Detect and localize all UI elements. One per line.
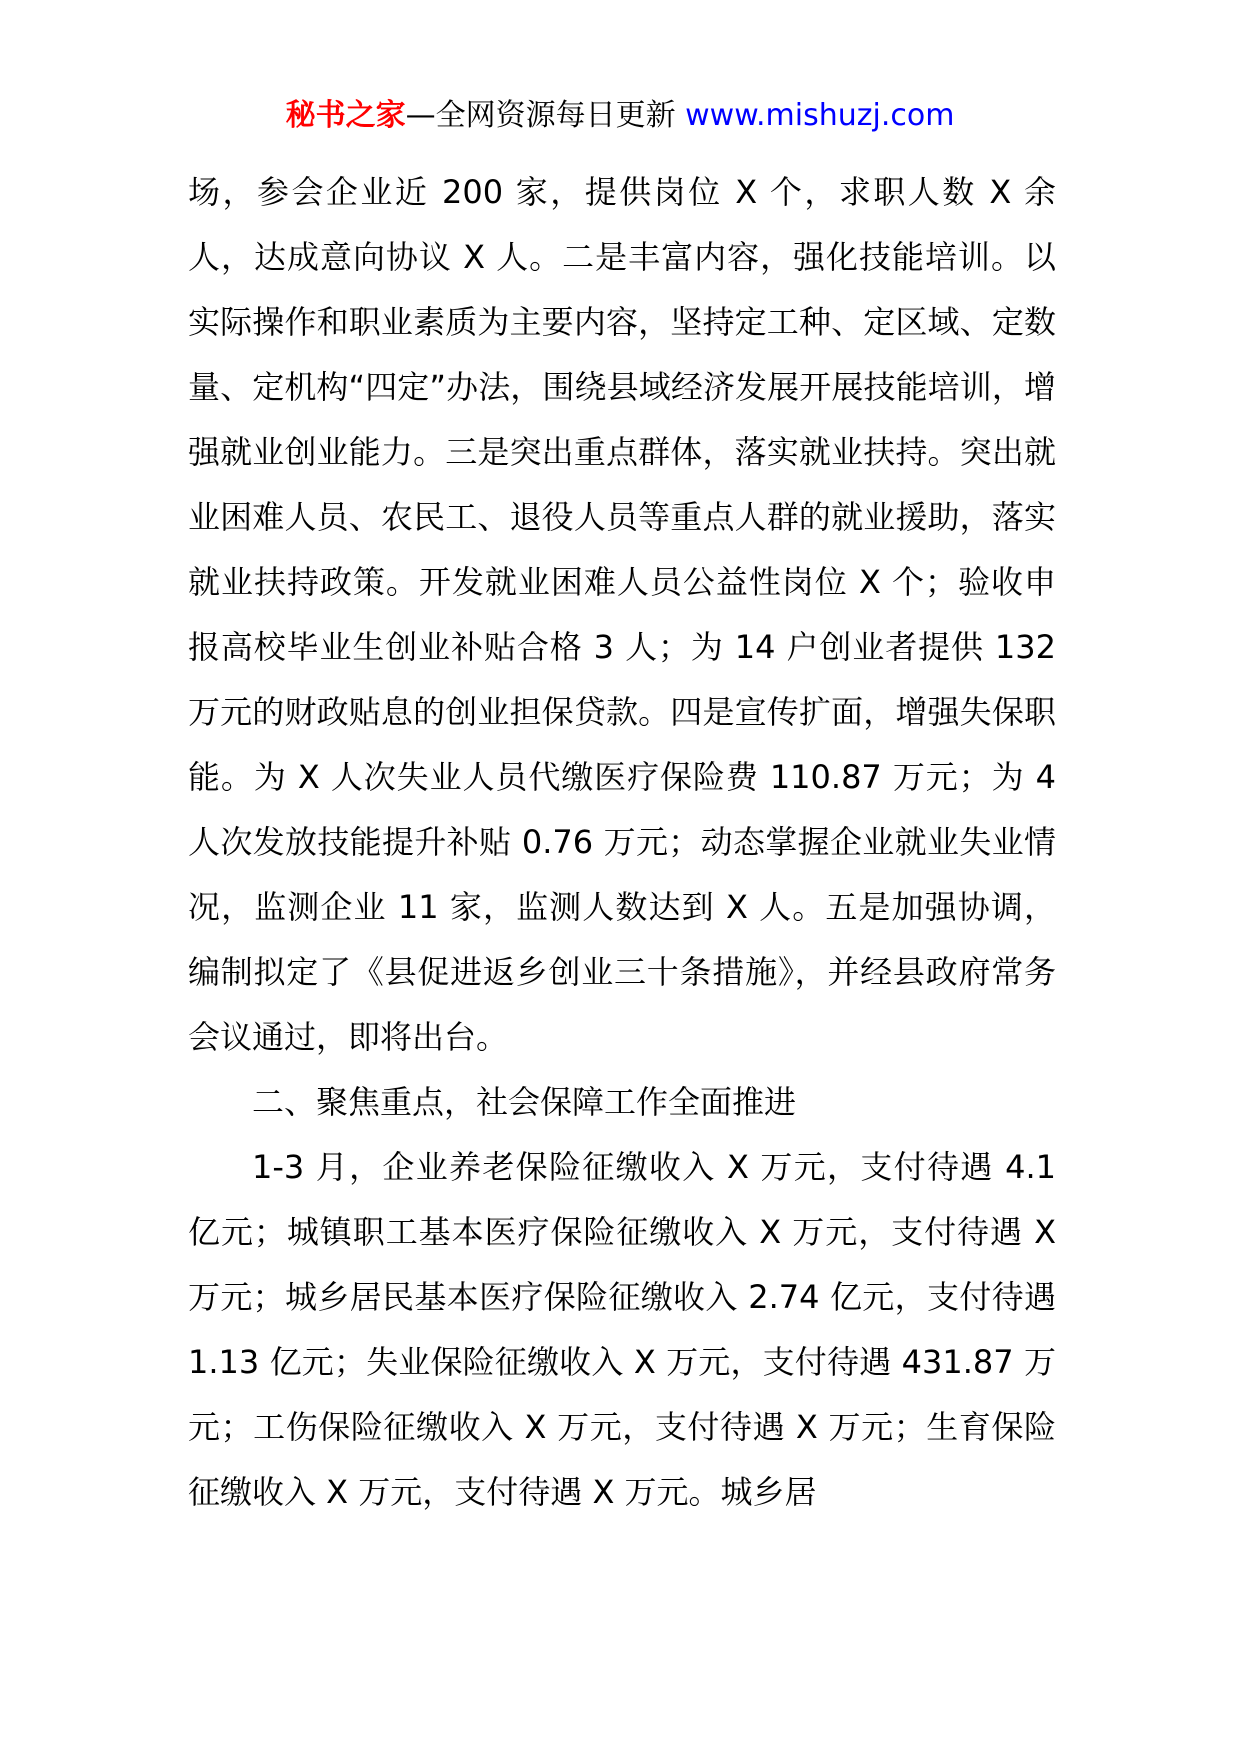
- paragraph-employment-measures: 场，参会企业近 200 家，提供岗位 X 个，求职人数 X 余人，达成意向协议 X 人。二是丰富内容，强化技能培训。以实际操作和职业素质为主要内容，坚持定工种、定区域、定数量、定机构“四定”办法，围绕县域经济发展开展技能培训，增强就业创业能力。三是突出重点群体，落实就业扶持。突出就业困难人员、农民工、退役人员等重点人群的就业援助，落实就业扶持政策。开发就业困难人员公益性岗位 X 个；验收申报高校毕业生创业补贴合格 3 人；为 14 户创业者提供 132 万元的财政贴息的创业担保贷款。四是宣传扩面，增强失保职能。为 X 人次失业人员代缴医疗保险费 110.87 万元；为 4 人次发放技能提升补贴 0.76 万元；动态掌握企业就业失业情况，监测企业 11 家，监测人数达到 X 人。五是加强协调，编制拟定了《县促进返乡创业三十条措施》，并经县政府常务会议通过，即将出台。: [188, 173, 1056, 1056]
- section-heading-social-security: 二、聚焦重点，社会保障工作全面推进: [252, 1083, 797, 1121]
- document-body: [188, 160, 1056, 1525]
- page-header: [0, 96, 1240, 136]
- website-link[interactable]: www.mishuzj.com: [685, 98, 955, 133]
- paragraph-insurance-statistics: 1-3 月，企业养老保险征缴收入 X 万元，支付待遇 4.1 亿元；城镇职工基本医疗保险征缴收入 X 万元，支付待遇 X 万元；城乡居民基本医疗保险征缴收入 2.74 亿元，支付待遇 1.13 亿元；失业保险征缴收入 X 万元，支付待遇 431.87 万元；工伤保险征缴收入 X 万元，支付待遇 X 万元；生育保险征缴收入 X 万元，支付待遇 X 万元。城乡居: [188, 1148, 1056, 1511]
- brand-name: 秘书之家: [285, 98, 406, 133]
- header-tagline: —全网资源每日更新: [405, 98, 676, 133]
